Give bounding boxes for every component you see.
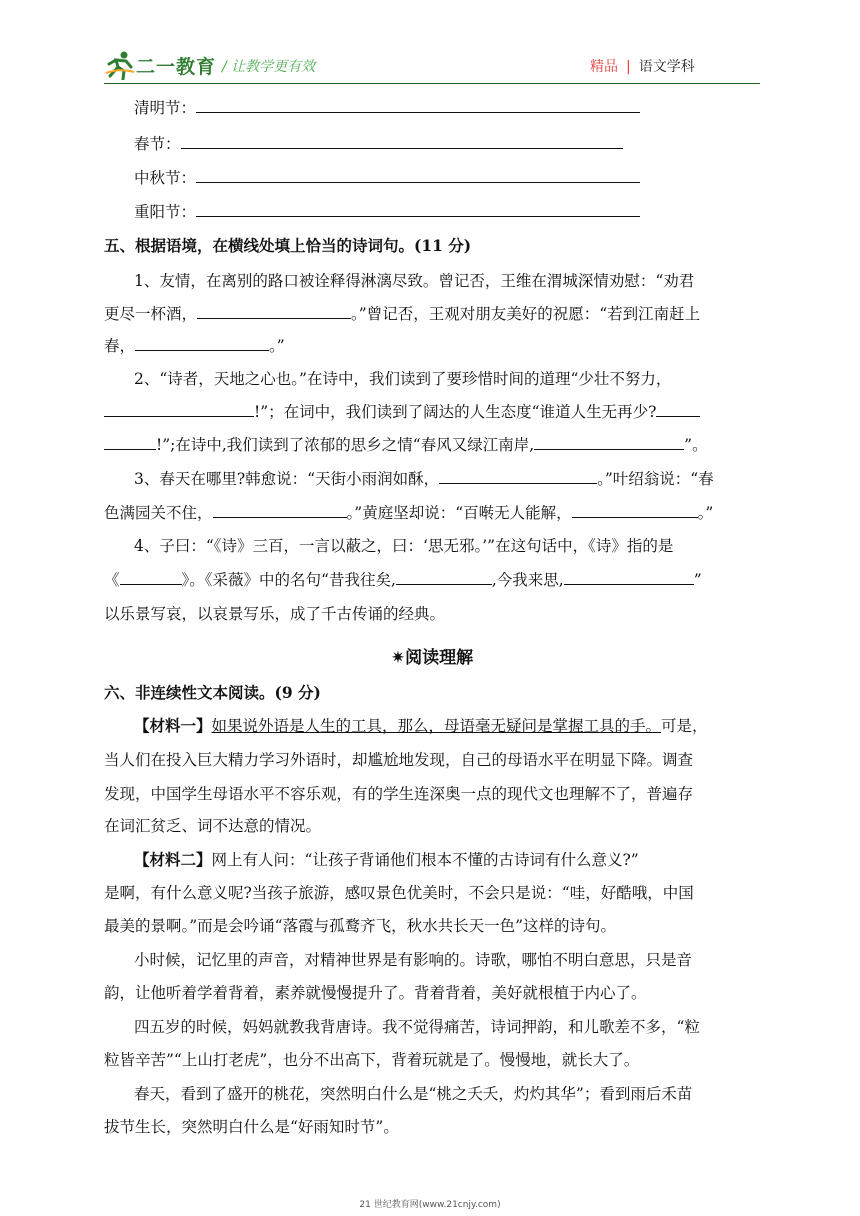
answer-blank[interactable] xyxy=(213,503,347,518)
paragraph-line: 四五岁的时候，妈妈就教我背唐诗。我不觉得痛苦，诗词押韵，和儿歌差不多，“粒 xyxy=(134,1018,700,1036)
text: 更尽一杯酒， xyxy=(104,305,198,323)
material-1-line-4: 在词汇贫乏、词不达意的情况。 xyxy=(104,817,322,835)
paragraph-line: 拔节生长，突然明白什么是“好雨知时节”。 xyxy=(104,1118,399,1136)
answer-blank[interactable] xyxy=(564,570,694,585)
logo xyxy=(104,50,224,80)
answer-blank[interactable] xyxy=(439,469,597,484)
paragraph-line: 韵，让他听着学着背着，素养就慢慢提升了。背着背着，美好就根植于内心了。 xyxy=(104,984,647,1002)
paragraph-line: 小时候，记忆里的声音，对精神世界是有影响的。诗歌，哪怕不明白意思，只是音 xyxy=(134,951,693,969)
text: !”;在诗中,我们读到了浓郁的思乡之情“春风又绿江南岸, xyxy=(156,436,535,454)
q3-line-2 xyxy=(104,501,713,523)
text: ,今我来思, xyxy=(491,571,564,589)
festival-line xyxy=(134,166,640,188)
answer-blank[interactable] xyxy=(104,435,156,450)
text: 春， xyxy=(104,337,136,355)
festival-label: 中秋节： xyxy=(134,169,197,187)
text: 。”曾记否，王观对朋友美好的祝愿：“若到江南赶上 xyxy=(351,305,701,323)
text: 》。《采薇》中的名句“昔我往矣, xyxy=(181,571,396,589)
material-1-line-1 xyxy=(134,714,708,736)
q4-line-3: 以乐景写哀，以哀景写乐，成了千古传诵的经典。 xyxy=(104,605,446,623)
answer-blank[interactable] xyxy=(104,402,254,417)
answer-blank[interactable] xyxy=(396,570,492,585)
text: 。” xyxy=(269,337,285,355)
q1-line-1: 1、友情，在离别的路口被诠释得淋漓尽致。曾记否，王维在渭城深情劝慰：“劝君 xyxy=(134,272,695,290)
q2-line-1: 2、“诗者，天地之心也。”在诗中，我们读到了要珍惜时间的道理“少壮不努力， xyxy=(134,370,672,388)
q2-line-3 xyxy=(104,433,708,455)
text: 《 xyxy=(104,571,120,589)
paragraph-line: 粒皆辛苦”“上山打老虎”，也分不出高下，背着玩就是了。慢慢地，就长大了。 xyxy=(104,1051,640,1069)
text: !”；在词中，我们读到了阔达的人生态度“谁道人生无再少? xyxy=(254,403,657,421)
text: 色满园关不住， xyxy=(104,504,213,522)
header-divider xyxy=(104,83,760,84)
festival-label: 重阳节： xyxy=(134,203,197,221)
paragraph-line: 春天，看到了盛开的桃花，突然明白什么是“桃之夭夭，灼灼其华”；看到雨后禾苗 xyxy=(134,1085,693,1103)
text: 网上有人问：“让孩子背诵他们根本不懂的古诗词有什么意义?” xyxy=(211,851,639,869)
festival-line xyxy=(134,200,640,222)
material-2-line-3: 最美的景啊。”而是会吟诵“落霞与孤鹜齐飞，秋水共长天一色”这样的诗句。 xyxy=(104,917,617,935)
material-1-line-3: 发现，中国学生母语水平不容乐观，有的学生连深奥一点的现代文也理解不了，普遍存 xyxy=(104,785,694,803)
text: 。” xyxy=(697,504,714,522)
material-2-line-2: 是啊，有什么意义呢?当孩子旅游，感叹景色优美时，不会只是说：“哇，好酷哦，中国 xyxy=(104,884,694,902)
answer-blank[interactable] xyxy=(196,202,640,217)
q1-line-2 xyxy=(104,302,700,324)
answer-blank[interactable] xyxy=(534,435,684,450)
answer-blank[interactable] xyxy=(197,304,351,319)
answer-blank[interactable] xyxy=(135,336,269,351)
material-1-label: 【材料一】 xyxy=(134,716,212,735)
material-2-line-1 xyxy=(134,848,639,870)
slogan: / 让教学更有效 xyxy=(222,59,316,75)
material-1-line-2: 当人们在投入巨大精力学习外语时，却尴尬地发现，自己的母语水平在明显下降。调查 xyxy=(104,751,694,769)
subject-label: 语文学科 xyxy=(638,59,695,75)
answer-blank[interactable] xyxy=(181,134,623,149)
premium-label: 精品 xyxy=(590,59,618,75)
q4-line-1: 4、子曰：“《诗》三百，一言以蔽之，曰：‘思无邪。’”在这句话中，《诗》指的是 xyxy=(134,537,674,555)
answer-blank[interactable] xyxy=(572,503,698,518)
reading-heading: ✷阅读理解 xyxy=(390,648,474,668)
underlined-sentence: 如果说外语是人生的工具，那么，母语毫无疑问是掌握工具的手。 xyxy=(211,717,662,735)
answer-blank[interactable] xyxy=(196,98,640,113)
festival-line xyxy=(134,96,640,118)
q1-line-3 xyxy=(104,334,285,356)
text: 。”叶绍翁说：“春 xyxy=(597,470,714,488)
runner-logo-icon xyxy=(104,50,136,80)
text: ” xyxy=(693,571,702,589)
answer-blank[interactable] xyxy=(656,402,700,417)
text: 3、春天在哪里?韩愈说：“天街小雨润如酥， xyxy=(134,470,440,488)
festival-line xyxy=(134,132,623,154)
answer-blank[interactable] xyxy=(120,570,182,585)
logo-text: 二一教育 xyxy=(136,56,217,78)
page-footer: 21 世纪教育网(www.21cnjy.com) xyxy=(359,1200,501,1210)
tag-separator: | xyxy=(626,59,631,75)
festival-label: 春节： xyxy=(134,135,181,153)
q3-line-1 xyxy=(134,467,714,489)
q2-line-2 xyxy=(104,400,700,422)
text: 可是， xyxy=(661,717,708,735)
section-6-title: 六、非连续性文本阅读。(9 分) xyxy=(104,683,321,702)
material-2-label: 【材料二】 xyxy=(134,850,212,869)
page-header xyxy=(0,0,860,90)
answer-blank[interactable] xyxy=(196,168,640,183)
subject-tag xyxy=(590,56,695,76)
text: 。”黄庭坚却说：“百啭无人能解， xyxy=(346,504,572,522)
q4-line-2 xyxy=(104,568,702,590)
text: ”。 xyxy=(684,436,708,454)
section-5-title: 五、根据语境，在横线处填上恰当的诗词句。(11 分) xyxy=(104,236,472,255)
festival-label: 清明节： xyxy=(134,99,197,117)
